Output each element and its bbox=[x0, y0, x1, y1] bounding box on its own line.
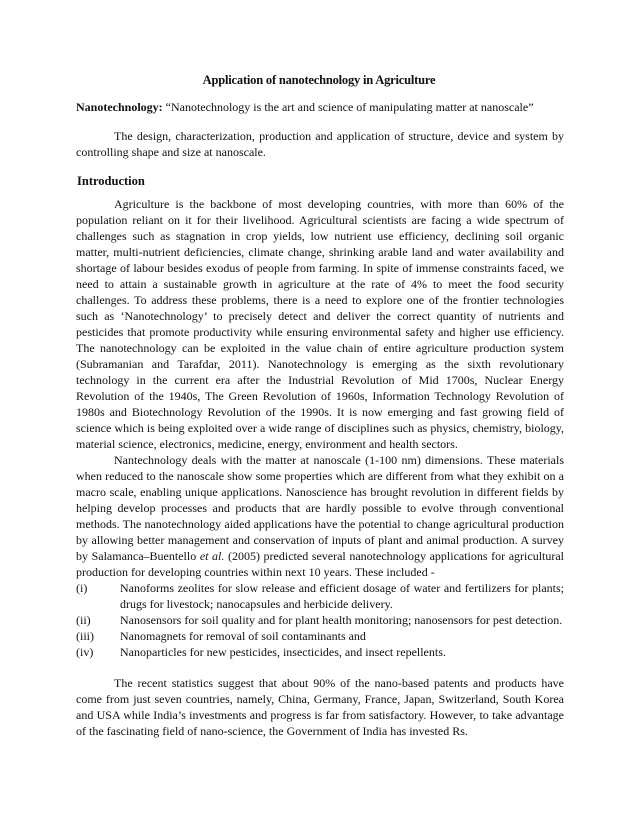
list-item-text: Nanomagnets for removal of soil contaminants and bbox=[120, 629, 366, 643]
paragraph-intro-2 bbox=[76, 452, 564, 580]
applications-list bbox=[0, 580, 564, 660]
list-item-number: (iii) bbox=[76, 629, 94, 643]
list-item-number: (ii) bbox=[76, 613, 91, 627]
paragraph-intro-1: Agriculture is the backbone of most developing countries, with more than 60% of the population reliant on it for their livelihood. Agricultural scientists are facing a wide spectrum of challenges such as stagnation in crop yields, low nutrient use efficiency, declining soil organic matter, multi-nutrient deficiencies, climate change, shrinking arable land and water availability and shortage of labour besides exodus of people from farming. In spite of immense constraints faced, we need to attain a sustainable growth in agriculture at the rate of 4% to meet the food security challenges. To address these problems, there is a need to explore one of the frontier technologies such as ‘Nanotechnology’ to precisely detect and deliver the correct quantity of nutrients and pesticides that promote productivity while ensuring environmental safety and higher use efficiency. The nanotechnology can be exploited in the value chain of entire agriculture production system (Subramanian and Tarafdar, 2011). Nanotechnology is emerging as the sixth revolutionary technology in the current era after the Industrial Revolution of Mid 1700s, Nuclear Energy Revolution of the 1940s, The Green Revolution of 1960s, Information Technology Revolution of 1980s and Biotechnology Revolution of the 1990s. It is now emerging and fast growing field of science which is being exploited over a wide range of disciplines such as physics, chemistry, biology, material science, electronics, medicine, energy, environment and health sectors. bbox=[76, 197, 564, 451]
list-item-number: (i) bbox=[76, 581, 88, 595]
introduction-body bbox=[76, 196, 564, 660]
paragraph-statistics: The recent statistics suggest that about 90% of the nano-based patents and products have come from just seven countries, namely, China, Germany, France, Japan, Switzerland, South Korea and USA while India’s investments and progress is far from satisfactory. However, to take advantage of the fascinating field of nano-science, the Government of India has invested Rs. bbox=[76, 676, 564, 738]
definition-line bbox=[76, 99, 564, 115]
paragraph-intro-2-pre: Nantechnology deals with the matter at nanoscale (1-100 nm) dimensions. These materials when reduced to the nanoscale show some properties which are different from what they exhibit on a macro scale, enabling unique applications. Nanoscience has brought revolution in different fields by helping develop processes and products that are hardly possible to evolve through conventional methods. The nanotechnology aided applications have the potential to change agricultural production by allowing better management and conservation of inputs of plant and animal production. A survey by Salamanca–Buentello bbox=[76, 453, 564, 563]
document-title: Application of nanotechnology in Agriculture bbox=[202, 73, 436, 87]
list-item bbox=[76, 580, 564, 612]
list-item bbox=[76, 628, 564, 644]
section-heading-introduction: Introduction bbox=[77, 174, 145, 188]
list-item-text: Nanosensors for soil quality and for plant health monitoring; nanosensors for pest detection. bbox=[120, 613, 563, 627]
list-item-text: Nanoparticles for new pesticides, insecticides, and insect repellents. bbox=[120, 645, 446, 659]
paragraph-intro-2-etal: et al. bbox=[199, 549, 225, 563]
paragraph-design: The design, characterization, production and application of structure, device and system by controlling shape and size at nanoscale. bbox=[76, 129, 564, 159]
list-item-text: Nanoforms zeolites for slow release and efficient dosage of water and fertilizers for plants; drugs for livestock; nanocapsules and herbicide delivery. bbox=[120, 581, 564, 611]
paragraph-intro-2-post: (2005) predicted several nanotechnology applications for agricultural production for developing countries within next 10 years. These included - bbox=[76, 549, 565, 579]
definition-text: “Nanotechnology is the art and science of manipulating matter at nanoscale” bbox=[165, 100, 534, 114]
list-item bbox=[76, 644, 564, 660]
list-item-number: (iv) bbox=[76, 645, 94, 659]
list-item bbox=[76, 612, 564, 628]
definition-label: Nanotechnology: bbox=[76, 100, 163, 114]
